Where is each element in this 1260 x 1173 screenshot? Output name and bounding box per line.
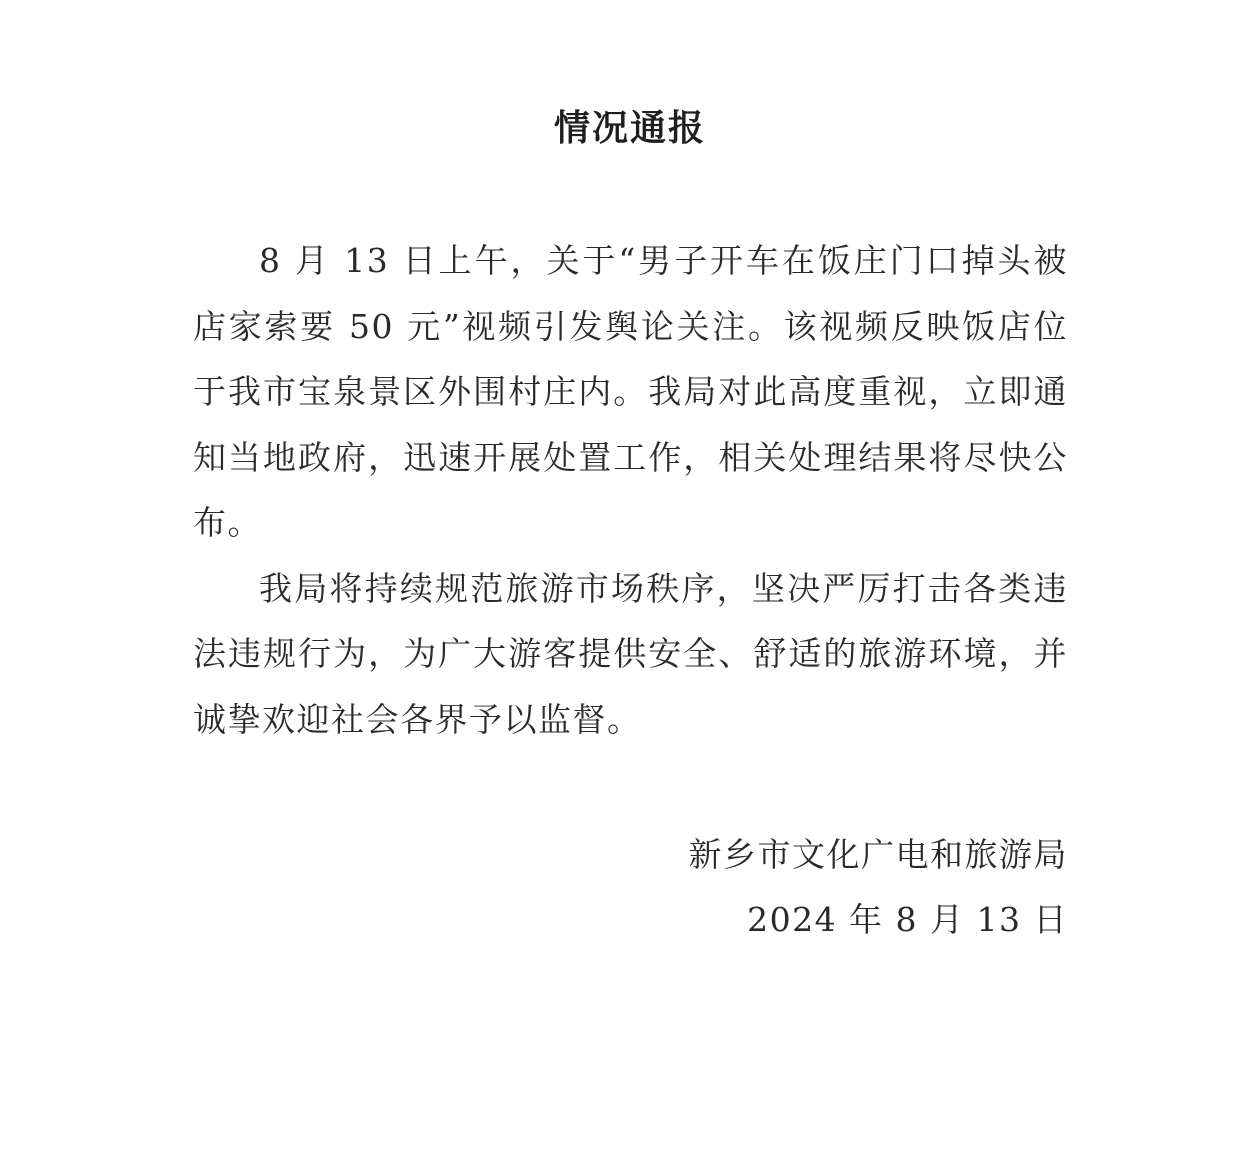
- paragraph-commitment: 我局将持续规范旅游市场秩序，坚决严厉打击各类违法违规行为，为广大游客提供安全、舒适的旅游环境，并诚挚欢迎社会各界予以监督。: [193, 568, 1068, 739]
- issue-date: 2024 年 8 月 13 日: [747, 900, 1068, 939]
- document-title: 情况通报: [553, 107, 706, 149]
- document-body: [193, 228, 1068, 752]
- issuer-name: 新乡市文化广电和旅游局: [688, 835, 1068, 874]
- signature-block: [689, 822, 1069, 952]
- paragraph-incident: 8 月 13 日上午，关于“男子开车在饭庄门口掉头被店家索要 50 元”视频引发舆论关注。该视频反映饭店位于我市宝泉景区外围村庄内。我局对此高度重视，立即通知当地政府，迅速开展处置工作，相关处理结果将尽快公布。: [193, 241, 1068, 542]
